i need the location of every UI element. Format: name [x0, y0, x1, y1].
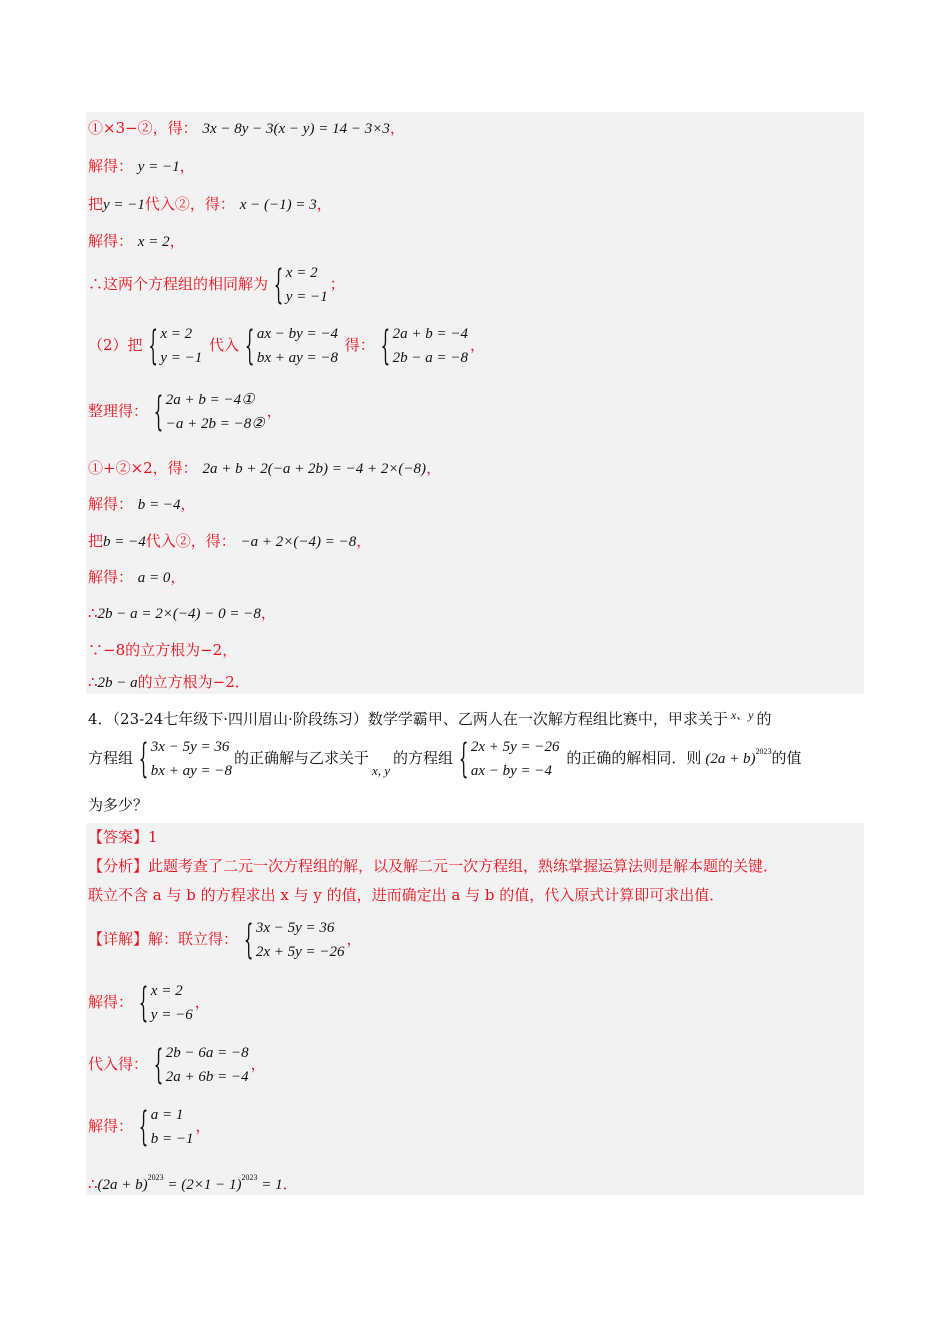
detail-line — [88, 916, 362, 964]
punct: ， — [426, 459, 442, 477]
question-text: 的 — [756, 710, 772, 728]
system-row: { 2b − 6a = −8 — [165, 1045, 249, 1061]
step-text: ①+②×2，得： — [88, 459, 198, 477]
detail-text: 代入得： — [88, 1055, 149, 1073]
exponent: 2023 — [241, 1173, 258, 1182]
detail-line — [88, 979, 210, 1027]
punct: ， — [180, 495, 196, 513]
system-row: { 2x + 5y = −26 — [470, 739, 560, 755]
system-row: y = −6 — [150, 1007, 193, 1023]
step-line — [88, 672, 250, 693]
question-line — [88, 735, 801, 783]
punct: ， — [169, 232, 185, 250]
system-row: bx + ay = −8 — [150, 763, 232, 779]
analysis-line — [88, 885, 724, 905]
answer-tag: 【答案】 — [88, 828, 149, 846]
detail-text: 解：联立得： — [148, 930, 239, 948]
detail-line — [88, 1103, 211, 1151]
equation-system — [245, 916, 345, 964]
system-row: { ax − by = −4 — [256, 326, 338, 342]
system-row: { 3x − 5y = 36 — [255, 920, 335, 936]
analysis-line — [88, 856, 778, 876]
step-text: 的立方根为−2． — [137, 673, 250, 691]
step-line — [88, 156, 195, 177]
system-row: ax − by = −4 — [470, 763, 553, 779]
step-line — [88, 458, 441, 479]
step-line — [88, 118, 405, 139]
punct: ， — [260, 604, 276, 622]
step-line — [88, 567, 185, 588]
step-text: 得： — [344, 336, 375, 354]
step-text: 代入②，得： — [145, 532, 236, 550]
step-text: 代入②，得： — [144, 195, 235, 213]
expression: = (2×1 − 1) — [163, 1177, 242, 1193]
punct: ， — [316, 195, 332, 213]
answer-line — [88, 827, 158, 847]
punct: ， — [356, 532, 372, 550]
detail-text: 解得： — [88, 1117, 134, 1135]
system-row: 2b − a = −8 — [392, 350, 468, 366]
question-text: 4．（23-24七年级下·四川眉山·阶段练习）数学学霸甲、乙两人在一次解方程组比赛中，甲求关于 — [88, 710, 728, 728]
step-line — [88, 322, 485, 370]
step-text: 解得： — [88, 495, 134, 513]
punct: ， — [266, 402, 282, 420]
equation-system — [382, 322, 468, 370]
step-text: ∵−8的立方根为−2， — [88, 641, 238, 659]
step-line — [88, 603, 276, 624]
punct: ． — [282, 1175, 298, 1193]
equation: y = −1 — [137, 159, 180, 175]
step-text: ①×3−②，得： — [88, 119, 198, 137]
punct: ， — [250, 1055, 266, 1073]
detail-tag: 【详解】 — [88, 930, 149, 948]
system-row: { a = 1 — [150, 1107, 184, 1123]
equation-system — [149, 322, 202, 370]
system-row: b = −1 — [150, 1131, 194, 1147]
equation: a = 0 — [137, 570, 171, 586]
detail-line — [88, 1168, 298, 1195]
expression: (2a + b) — [705, 751, 756, 767]
system-row: 2x + 5y = −26 — [255, 944, 345, 960]
expression: (2a + b) — [97, 1177, 148, 1193]
punct: ， — [170, 568, 186, 586]
variables: x、y — [730, 708, 754, 722]
equation: 2b − a — [97, 675, 138, 691]
punct: ， — [346, 930, 362, 948]
detail-line — [88, 1041, 266, 1089]
system-row: { x = 2 — [285, 265, 318, 281]
system-row: { 2a + b = −4① — [165, 392, 255, 408]
step-text: 解得： — [88, 232, 134, 250]
system-row: y = −1 — [285, 289, 328, 305]
equation-system — [140, 1103, 194, 1151]
system-row: { x = 2 — [150, 983, 183, 999]
exponent: 2023 — [755, 747, 772, 756]
punct: ， — [389, 119, 405, 137]
step-text: 解得： — [88, 157, 134, 175]
step-line — [88, 388, 282, 436]
punct: ， — [195, 1117, 211, 1135]
step-text: 把 — [88, 195, 104, 213]
step-line — [88, 640, 237, 660]
equation-system — [155, 388, 265, 436]
step-line — [88, 194, 332, 215]
equation: y = −1 — [103, 197, 145, 213]
equation: 2b − a = 2×(−4) − 0 = −8 — [97, 606, 261, 622]
variables: x, y — [372, 763, 391, 778]
question-text: 的值 — [771, 749, 802, 767]
step-text: 把 — [88, 532, 104, 550]
answer-value: 1 — [148, 828, 158, 846]
punct: ， — [469, 336, 485, 354]
step-line — [88, 231, 185, 252]
equation: x − (−1) = 3 — [239, 197, 317, 213]
detail-text: ∴ — [88, 1175, 98, 1193]
question-line — [88, 705, 772, 729]
analysis-text: 联立不含 a 与 b 的方程求出 x 与 y 的值，进而确定出 a 与 b 的值，代入原式计算即可求出值． — [88, 886, 725, 904]
equation-system — [140, 735, 232, 783]
punct: ， — [194, 993, 210, 1011]
punct: ， — [179, 157, 195, 175]
exponent: 2023 — [147, 1173, 164, 1182]
system-row: { 2a + b = −4 — [392, 326, 468, 342]
question-line — [88, 795, 148, 815]
equation-system — [246, 322, 338, 370]
equation: x = 2 — [137, 234, 170, 250]
analysis-tag: 【分析】 — [88, 857, 149, 875]
equation: b = −4 — [103, 534, 146, 550]
analysis-text: 此题考查了二元一次方程组的解，以及解二元一次方程组，熟练掌握运算法则是解本题的关键． — [148, 857, 779, 875]
step-text: ∴ — [88, 673, 98, 691]
detail-text: 解得： — [88, 993, 134, 1011]
step-line — [88, 261, 345, 309]
step-text: ∴这两个方程组的相同解为 — [88, 275, 269, 293]
system-row: { x = 2 — [160, 326, 193, 342]
step-text: ∴ — [88, 604, 98, 622]
step-line — [88, 531, 371, 552]
step-text: 代入 — [209, 336, 240, 354]
expression: = 1 — [257, 1177, 283, 1193]
step-text: （2）把 — [88, 336, 143, 354]
equation: 3x − 8y − 3(x − y) = 14 − 3×3 — [202, 121, 390, 137]
equation-system — [155, 1041, 249, 1089]
system-row: 2a + 6b = −4 — [165, 1069, 249, 1085]
punct: ； — [329, 275, 345, 293]
question-text: 方程组 — [88, 749, 134, 767]
system-row: −a + 2b = −8② — [165, 416, 265, 432]
question-text: 的方程组 — [393, 749, 454, 767]
equation: 2a + b + 2(−a + 2b) = −4 + 2×(−8) — [202, 461, 427, 477]
step-text: 整理得： — [88, 402, 149, 420]
step-line — [88, 494, 196, 515]
equation: b = −4 — [137, 497, 181, 513]
equation-system — [460, 735, 560, 783]
question-text: 的正确的解相同．则 — [566, 749, 702, 767]
equation-system — [140, 979, 193, 1027]
equation: −a + 2×(−4) = −8 — [240, 534, 357, 550]
system-row: { 3x − 5y = 36 — [150, 739, 230, 755]
system-row: bx + ay = −8 — [256, 350, 338, 366]
step-text: 解得： — [88, 568, 134, 586]
question-text: 的正确解与乙求关于 — [233, 749, 369, 767]
equation-system — [275, 261, 328, 309]
question-text: 为多少？ — [88, 796, 149, 814]
system-row: y = −1 — [160, 350, 203, 366]
